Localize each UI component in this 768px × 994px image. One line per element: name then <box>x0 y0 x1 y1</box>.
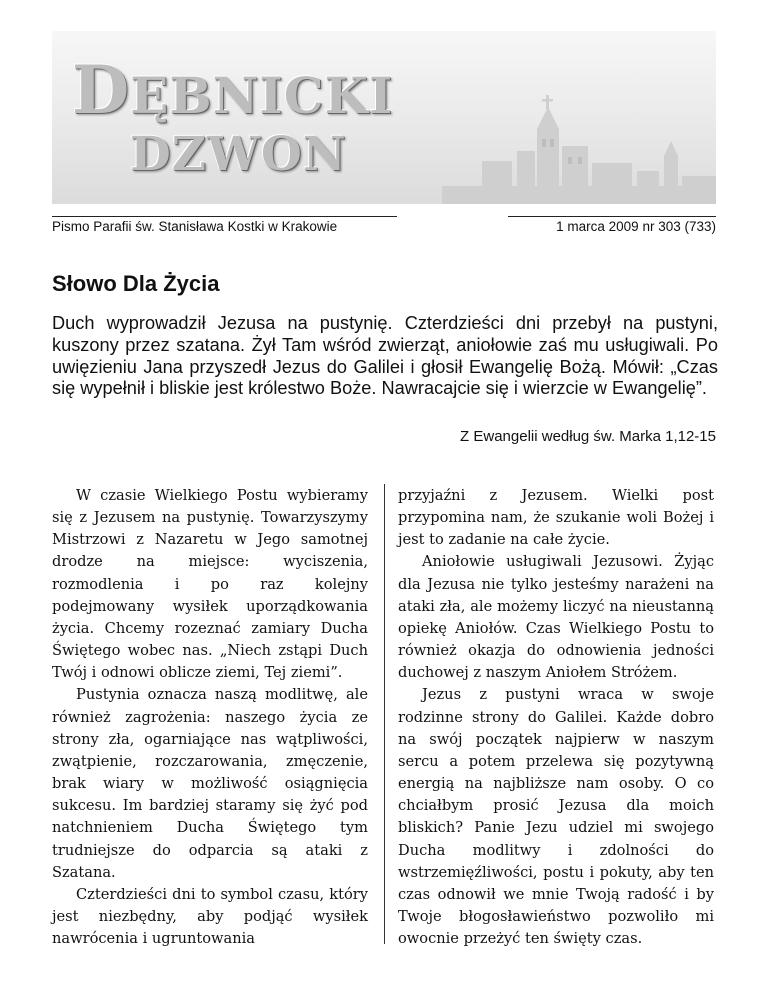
column-divider <box>384 484 385 944</box>
article-column-right <box>398 485 714 950</box>
issue-date-text: 1 marca 2009 nr 303 (733) <box>556 219 716 234</box>
article-paragraph: przyjaźni z Jezusem. Wielki post przypomina nam, że szukanie woli Bożej i jest to zadanie na całe życie. <box>398 487 714 549</box>
article-paragraph: Czterdzieści dni to symbol czasu, który jest niezbędny, aby podjąć wysiłek nawrócenia i ugruntowania <box>52 885 368 948</box>
gospel-source: Z Ewangelii według św. Marka 1,12-15 <box>460 428 716 445</box>
masthead-title-rest: ĘBNICKI <box>130 66 394 125</box>
masthead-title-initial: D <box>72 51 131 129</box>
masthead <box>52 31 716 204</box>
church-skyline-image <box>442 91 716 204</box>
publisher-text: Pismo Parafii św. Stanisława Kostki w Krakowie <box>52 219 338 234</box>
meta-rule-right <box>508 216 716 217</box>
masthead-title-line2: DZWON <box>130 127 347 182</box>
article-paragraph: Aniołowie usługiwali Jezusowi. Żyjąc dla Jezusa nie tylko jesteśmy narażeni na ataki zła, ale możemy liczyć na nieustanną opiekę Aniołów. Czas Wielkiego Postu to również okazja do odnowienia jedności duchowej z naszym Aniołem Stróżem. <box>398 553 714 682</box>
gospel-lead-text: Duch wyprowadził Jezusa na pustynię. Czterdzieści dni przebył na pustyni, kuszony przez szatana. Żył Tam wśród zwierząt, aniołowie zaś mu usługiwali. Po uwięzieniu Jana przyszedł Jezus do Galilei i głosił Ewangelię Bożą. Mówił: „Czas się wypełnił i bliskie jest królestwo Boże. Nawracajcie się i wierzcie w Ewangelię”. <box>52 313 718 399</box>
article-column-left <box>52 485 368 950</box>
masthead-title-line1 <box>72 51 393 129</box>
article-paragraph: W czasie Wielkiego Postu wybieramy się z Jezusem na pustynię. Towarzyszymy Mistrzowi z Nazaretu w Jego samotnej drodze na miejsce: wyciszenia, rozmodlenia i po raz kolejny podejmowany wysiłek uporządkowania życia. Chcemy rozeznać zamiary Ducha Świętego wobec nas. „Niech zstąpi Duch Twój i odnowi oblicze ziemi, Tej ziemi”. <box>52 487 368 682</box>
issue-meta-bar <box>52 219 716 237</box>
article-paragraph: Jezus z pustyni wraca w swoje rodzinne strony do Galilei. Każde dobro na swój początek najpierw w naszym sercu a potem przelewa się pozytywną energią na najbliższe nam osoby. O co chciałbym prosić Jezusa dla moich bliskich? Panie Jezu udziel mi swojego Ducha modlitwy i zdolności do wstrzemięźliwości, postu i pokuty, aby ten czas odnowił we mnie Twoją radość i by Twoje błogosławieństwo pozwoliło mi owocnie przeżyć ten święty czas. <box>398 686 714 948</box>
article-paragraph: Pustynia oznacza naszą modlitwę, ale również zagrożenia: naszego życia ze strony zła, ogarniające nas wątpliwości, zwątpienie, rozczarowania, zmęczenie, brak wiary w możliwość osiągnięcia sukcesu. Im bardziej staramy się żyć pod natchnieniem Ducha Świętego tym trudniejsze do odparcia są ataki z Szatana. <box>52 686 368 881</box>
section-title: Słowo Dla Życia <box>52 271 220 296</box>
meta-rule-left <box>52 216 397 217</box>
